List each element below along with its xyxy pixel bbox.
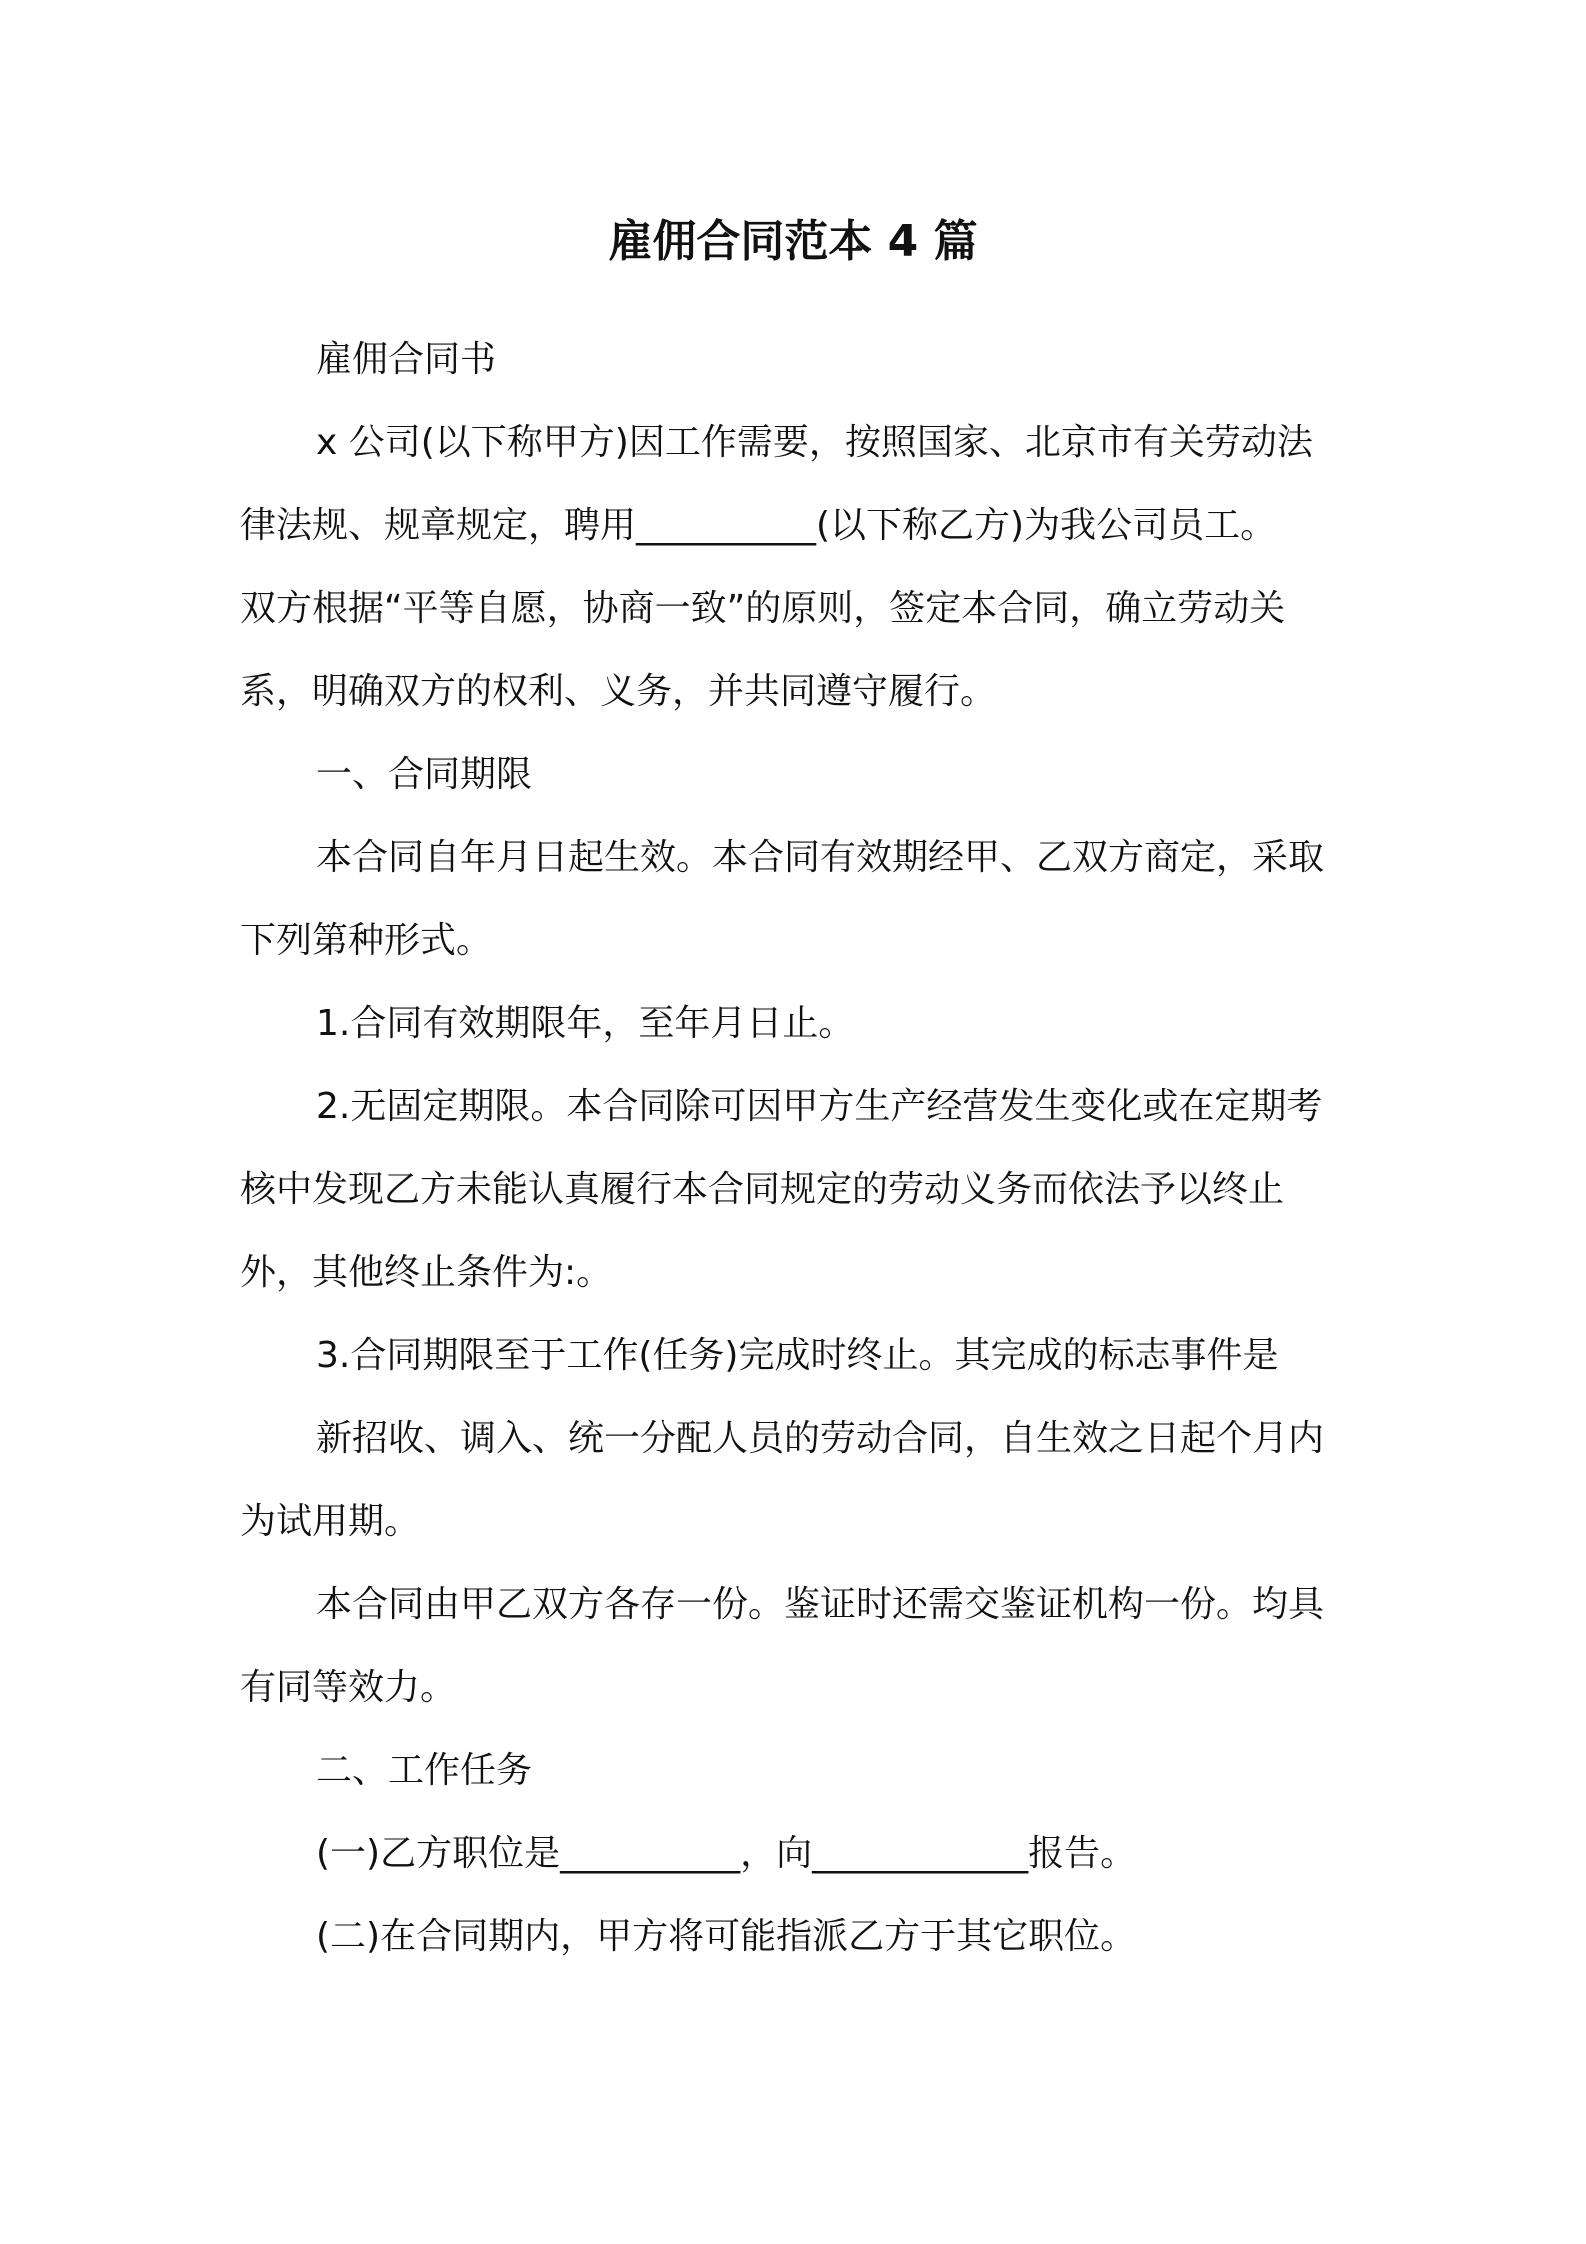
text-line — [240, 1231, 1350, 1314]
text-line — [240, 1563, 1350, 1646]
line-text: 律法规、规章规定，聘用__________(以下称乙方)为我公司员工。 — [240, 505, 1277, 546]
text-line — [240, 484, 1350, 567]
text-line — [240, 816, 1350, 899]
line-text: 一、合同期限 — [316, 754, 533, 795]
text-line — [240, 1314, 1350, 1397]
text-line — [240, 401, 1350, 484]
line-text: 核中发现乙方未能认真履行本合同规定的劳动义务而依法予以终止 — [240, 1169, 1285, 1210]
text-line — [240, 567, 1350, 650]
line-text: 二、工作任务 — [316, 1750, 533, 1791]
line-text: 系，明确双方的权利、义务，并共同遵守履行。 — [240, 671, 997, 712]
line-text: 雇佣合同书 — [316, 339, 497, 380]
line-text: 双方根据“平等自愿，协商一致”的原则，签定本合同，确立劳动关 — [240, 588, 1286, 629]
line-text: 外，其他终止条件为:。 — [240, 1252, 613, 1293]
line-text: 本合同自年月日起生效。本合同有效期经甲、乙双方商定，采取 — [316, 837, 1325, 878]
section-heading — [240, 1729, 1350, 1812]
line-text: 为试用期。 — [240, 1501, 421, 1542]
text-line — [240, 1397, 1350, 1480]
text-line — [240, 1148, 1350, 1231]
line-text: 2.无固定期限。本合同除可因甲方生产经营发生变化或在定期考 — [316, 1086, 1323, 1127]
text-line — [240, 1480, 1350, 1563]
text-line — [240, 982, 1350, 1065]
text-line — [240, 1646, 1350, 1729]
line-text: 下列第种形式。 — [240, 920, 493, 961]
line-text: x 公司(以下称甲方)因工作需要，按照国家、北京市有关劳动法 — [316, 422, 1313, 463]
line-text: (一)乙方职位是__________，向____________报告。 — [316, 1833, 1137, 1874]
line-text: 有同等效力。 — [240, 1667, 457, 1708]
text-line — [240, 1895, 1350, 1978]
text-line — [240, 899, 1350, 982]
document-body — [240, 318, 1350, 1978]
text-line — [240, 318, 1350, 401]
line-text: 3.合同期限至于工作(任务)完成时终止。其完成的标志事件是 — [316, 1335, 1279, 1376]
text-line — [240, 1065, 1350, 1148]
text-line — [240, 1812, 1350, 1895]
text-line — [240, 650, 1350, 733]
line-text: 本合同由甲乙双方各存一份。鉴证时还需交鉴证机构一份。均具 — [316, 1584, 1325, 1625]
line-text: (二)在合同期内，甲方将可能指派乙方于其它职位。 — [316, 1916, 1137, 1957]
line-text: 新招收、调入、统一分配人员的劳动合同，自生效之日起个月内 — [316, 1418, 1325, 1459]
section-heading — [240, 733, 1350, 816]
line-text: 1.合同有效期限年，至年月日止。 — [316, 1003, 855, 1044]
document-title: 雇佣合同范本 4 篇 — [608, 216, 978, 267]
